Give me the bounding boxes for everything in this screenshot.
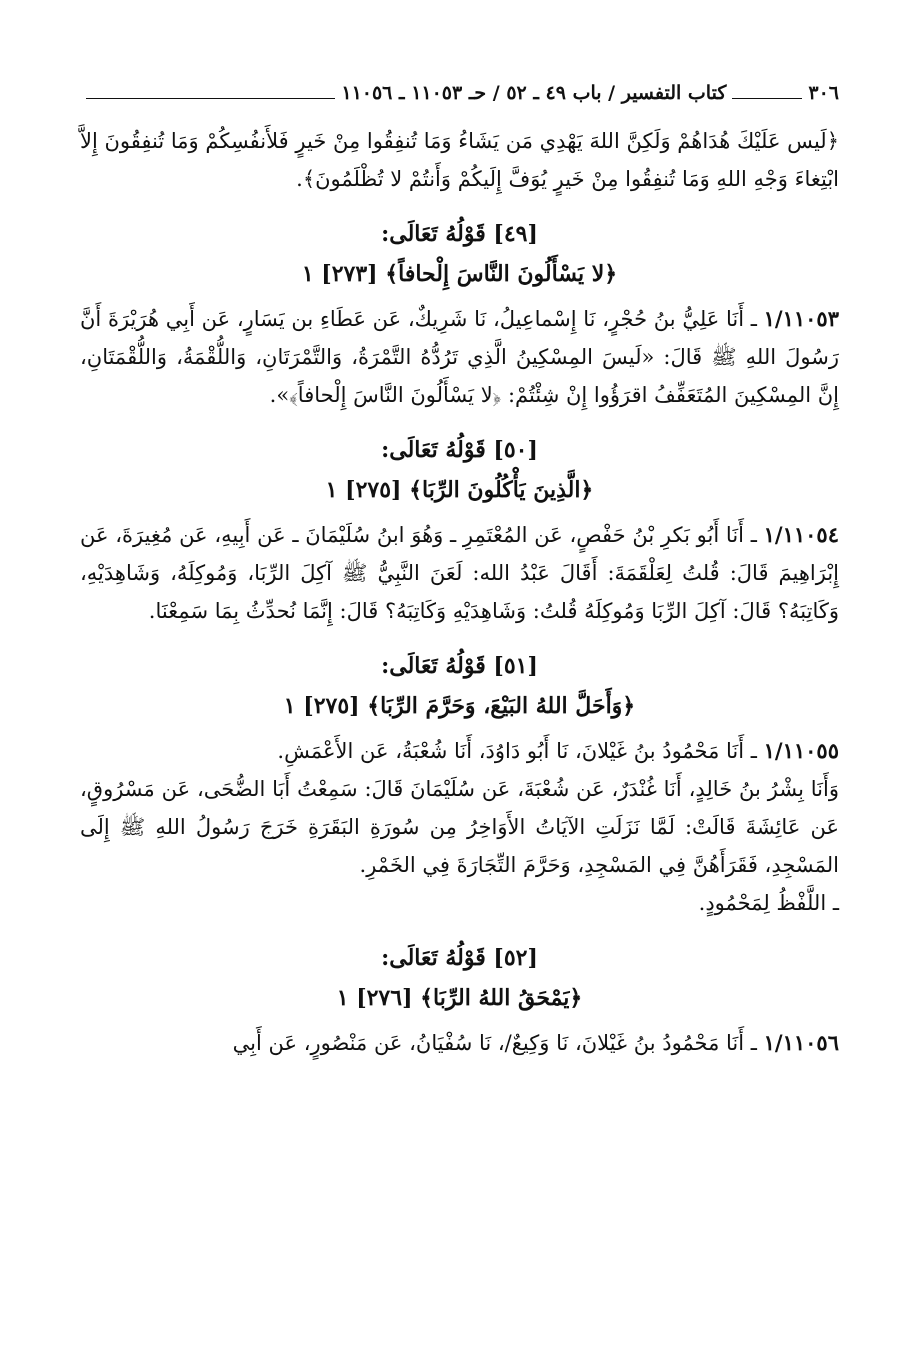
section-50 — [80, 430, 839, 630]
section-verse: ﴿لا يَسْأَلُونَ النَّاسَ إِلْحافاً﴾ [٢٧٣] ١ — [301, 261, 618, 287]
hadith-text: ـ أَنَا مَحْمُودُ بنُ غَيْلانَ، نَا وَكِيعٌ/، نَا سُفْيَانُ، عَن مَنْصُورٍ، عَن أَبِي — [232, 1031, 757, 1055]
intro-verse: ﴿لَيس عَلَيْكَ هُدَاهُمْ وَلَكِنَّ اللهَ يَهْدِي مَن يَشَاءُ وَمَا تُنفِقُوا مِنْ خَيرٍ فَلأَنفُسِكُمْ وَمَا تُنفِقُونَ إِلاَّ ابْتِغاءَ وَجْهِ اللهِ وَمَا تُنفِقُوا مِنْ خَيرٍ يُوَفَّ إِلَيكُمْ وَأَنتُمْ لا تُظْلَمُونَ﴾. — [80, 129, 839, 191]
hadith-text: ـ اللَّفْظُ لِمَحْمُودٍ. — [698, 891, 839, 915]
hadith-paragraph — [80, 300, 839, 414]
hadith-number: ١/١١٠٥٤ — [763, 522, 839, 547]
section-heading: [٤٩] قَوْلُهُ تَعَالَى: — [381, 221, 538, 247]
section-heading: [٥٢] قَوْلُهُ تَعَالَى: — [381, 945, 538, 971]
section-heading: [٥٠] قَوْلُهُ تَعَالَى: — [381, 437, 538, 463]
hadith-text: ـ أَنَا عَلِيُّ بنُ حُجْرٍ، نَا إِسْماعِيلُ، نَا شَرِيكٌ، عَن عَطَاءِ بن يَسَارٍ، عَن أَبِي هُرَيْرَةَ أَنَّ رَسُولَ اللهِ ﷺ قَالَ: «لَيسَ المِسْكِينُ الَّذِي تَرُدُّهُ التَّمْرَةُ، وَالتَّمْرَتَانِ، وَاللُّقْمَةُ، وَاللُّقْمَتَانِ، إِنَّ المِسْكِينَ المُتَعَفِّفُ اقرَؤُوا إِنْ شِئْتُمْ: ﴿لا يَسْأَلُونَ النَّاسَ إِلْحافاً﴾». — [80, 307, 839, 407]
section-verse: ﴿وَأَحَلَّ اللهُ البَيْعَ، وَحَرَّمَ الرِّبَا﴾ [٢٧٥] ١ — [283, 693, 636, 719]
hadith-text: وَأَنَا بِشْرُ بنُ خَالِدٍ، أَنَا غُنْدَرٌ، عَن شُعْبَةَ، عَن سُلَيْمَانَ قَالَ: سَمِعْتُ أَبَا الضُّحَى، عَن مَسْرُوقٍ، عَن عَائِشَةَ قَالَتْ: لَمَّا نَزَلَتِ الآيَاتُ الأَوَاخِرُ مِن سُورَةِ البَقَرَةِ خَرَجَ رَسُولُ اللهِ ﷺ إِلَى المَسْجِدِ، فَقَرَأَهُنَّ فِي المَسْجِدِ، وَحَرَّمَ التِّجَارَةَ فِي الخَمْرِ. — [80, 777, 839, 877]
hadith-paragraph-continued — [80, 770, 839, 884]
section-52 — [80, 938, 839, 1062]
section-verse: ﴿الَّذِينَ يَأْكُلُونَ الرِّبَا﴾ [٢٧٥] ١ — [325, 477, 594, 503]
section-49 — [80, 214, 839, 414]
section-51 — [80, 646, 839, 922]
section-verse: ﴿يَمْحَقُ اللهُ الرِّبَا﴾ [٢٧٦] ١ — [336, 985, 583, 1011]
hadith-paragraph — [80, 516, 839, 630]
hadith-text: ـ أَنَا مَحْمُودُ بنُ غَيْلانَ، نَا أَبُو دَاوُدَ، أَنَا شُعْبَةُ، عَن الأَعْمَشِ. — [277, 739, 757, 763]
header-rule-long — [86, 98, 335, 99]
chapter-title: كتاب التفسير / باب ٤٩ ـ ٥٢ / حـ ١١٠٥٣ ـ ١١٠٥٦ — [341, 82, 727, 104]
hadith-paragraph — [80, 732, 839, 770]
section-heading: [٥١] قَوْلُهُ تَعَالَى: — [381, 653, 538, 679]
hadith-number: ١/١١٠٥٦ — [763, 1030, 839, 1055]
hadith-text: ـ أَنَا أَبُو بَكرِ بْنُ حَفْصٍ، عَن المُعْتَمِرِ ـ وَهُوَ ابنُ سُلَيْمَانَ ـ عَن أَبِيهِ، عَن مُغِيرَةَ، عَن إِبْرَاهِيمَ قَالَ: قُلتُ لِعَلْقَمَةَ: أَقَالَ عَبْدُ الله: لَعَنَ النَّبِيُّ ﷺ آكِلَ الرِّبَا، وَمُوكِلَهُ، وَشَاهِدَيْهِ، وَكَاتِبَهُ؟ قَالَ: آكِلَ الرِّبَا وَمُوكِلَهُ قُلتُ: وَشَاهِدَيْهِ وَكَاتِبَهُ؟ قَالَ: إِنَّمَا نُحدِّثُ بِمَا سَمِعْنَا. — [80, 523, 839, 623]
header-rule-short — [732, 98, 802, 99]
running-header — [80, 78, 839, 106]
hadith-number: ١/١١٠٥٥ — [763, 738, 839, 763]
wording-note — [80, 884, 839, 922]
hadith-paragraph — [80, 1024, 839, 1062]
hadith-number: ١/١١٠٥٣ — [763, 306, 839, 331]
page-number: ٣٠٦ — [808, 82, 839, 104]
